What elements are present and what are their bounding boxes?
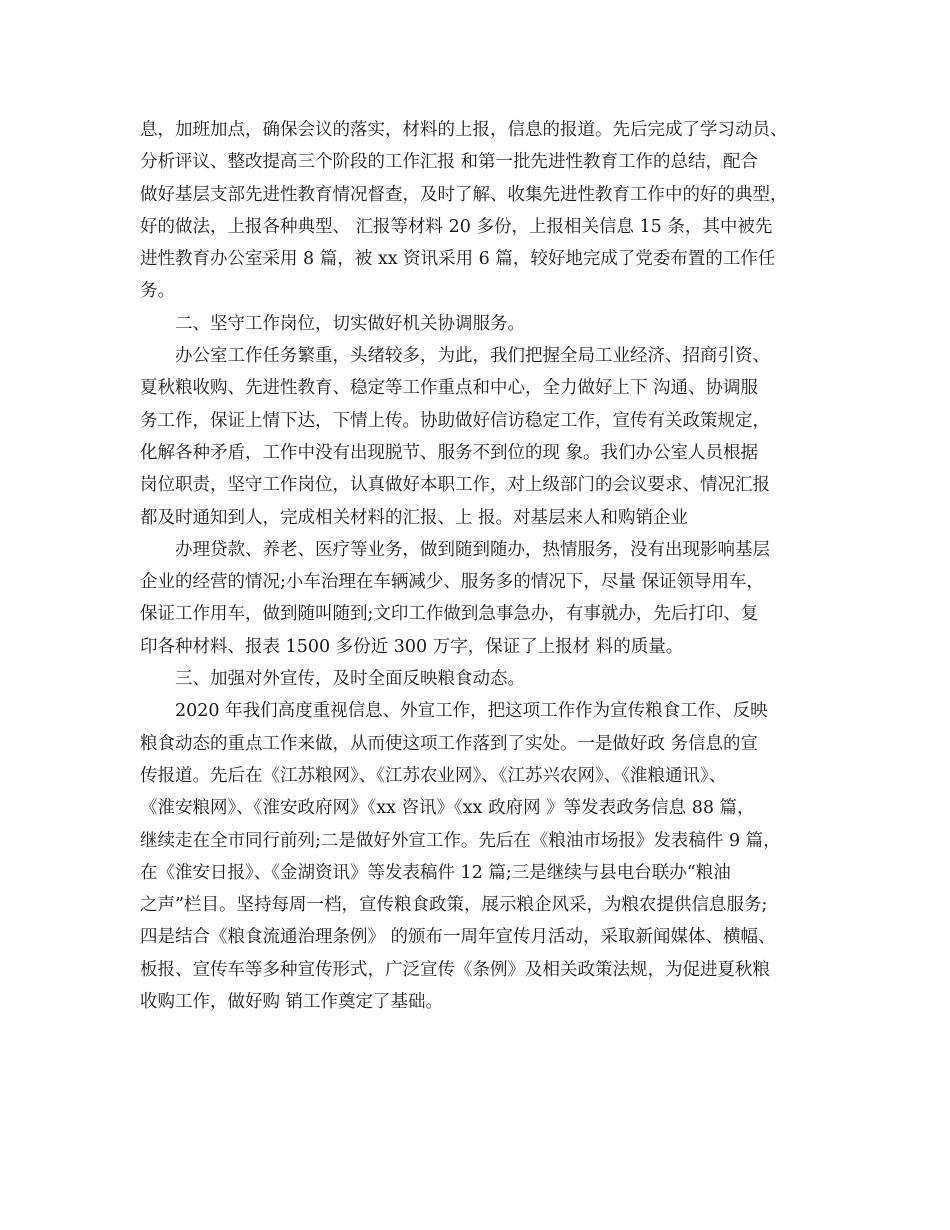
text-line: 办理贷款、养老、医疗等业务，做到随到随办，热情服务，没有出现影响基层 xyxy=(175,539,770,560)
text-line: 保证工作用车，做到随叫随到;文印工作做到急事急办，有事就办，先后打印、复 xyxy=(140,604,759,625)
paragraph-4 xyxy=(140,695,820,1018)
text-line: 化解各种矛盾，工作中没有出现脱节、服务不到位的现 象。我们办公室人员根据 xyxy=(140,442,759,463)
text-line: 息，加班加点，确保会议的落实，材料的上报，信息的报道。先后完成了学习动员、 xyxy=(140,120,788,140)
text-line: 继续走在全市同行前列;二是做好外宣工作。先后在《粮油市场报》发表稿件 9 篇， xyxy=(140,830,781,851)
text-line: 务。 xyxy=(140,281,175,302)
text-line: 印各种材料、报表 1500 多份近 300 万字，保证了上报材 料的质量。 xyxy=(140,636,684,657)
text-line: 岗位职责，坚守工作岗位，认真做好本职工作，对上级部门的会议要求、情况汇报 xyxy=(140,475,770,496)
text-line: 夏秋粮收购、先进性教育、稳定等工作重点和中心，全力做好上下 沟通、协调服 xyxy=(140,378,759,399)
text-line: 做好基层支部先进性教育情况督查，及时了解、收集先进性教育工作中的好的典型， xyxy=(140,184,788,205)
text-line: 在《淮安日报》、《金湖资讯》等发表稿件 12 篇;三是继续与县电台联办“粮油 xyxy=(140,862,731,883)
text-line: 传报道。先后在《江苏粮网》、《江苏农业网》、《江苏兴农网》、《淮粮通讯》、 xyxy=(140,765,727,786)
text-line: 企业的经营的情况;小车治理在车辆减少、服务多的情况下，尽量 保证领导用车， xyxy=(140,572,764,593)
section-heading-3: 三、加强对外宣传，及时全面反映粮食动态。 xyxy=(175,669,525,690)
paragraph-3 xyxy=(140,534,820,663)
paragraph-1 xyxy=(140,114,820,308)
text-line: 办公室工作任务繁重，头绪较多，为此，我们把握全局工业经济、招商引资、 xyxy=(175,346,770,367)
text-line: 都及时通知到人，完成相关材料的汇报、上 报。对基层来人和购销企业 xyxy=(140,507,689,528)
text-line: 收购工作，做好购 销工作奠定了基础。 xyxy=(140,992,444,1013)
text-line: 好的做法，上报各种典型、 汇报等材料 20 多份，上报相关信息 15 条，其中被先 xyxy=(140,216,773,237)
text-line: 务工作，保证上情下达，下情上传。协助做好信访稳定工作，宣传有关政策规定， xyxy=(140,410,770,431)
text-line: 2020 年我们高度重视信息、外宣工作，把这项工作作为宣传粮食工作、反映 xyxy=(175,701,768,722)
text-line: 板报、宣传车等多种宣传形式，广泛宣传《条例》及相关政策法规，为促进夏秋粮 xyxy=(140,959,770,980)
document-body xyxy=(140,114,820,1018)
paragraph-2 xyxy=(140,340,820,534)
text-line: 之声”栏目。坚持每周一档，宣传粮食政策，展示粮企风采，为粮农提供信息服务; xyxy=(140,895,768,916)
text-line: 粮食动态的重点工作来做，从而使这项工作落到了实处。一是做好政 务信息的宣 xyxy=(140,733,759,754)
text-line: 进性教育办公室采用 8 篇，被 xx 资讯采用 6 篇，较好地完成了党委布置的工作任 xyxy=(140,249,776,270)
text-line: 四是结合《粮食流通治理条例》 的颁布一周年宣传月活动，采取新闻媒体、横幅、 xyxy=(140,927,776,948)
section-heading-2: 二、坚守工作岗位，切实做好机关协调服务。 xyxy=(175,313,525,334)
text-line: 分析评议、整改提高三个阶段的工作汇报 和第一批先进性教育工作的总结，配合 xyxy=(140,152,759,173)
text-line: 《淮安粮网》、《淮安政府网》《xx 咨讯》《xx 政府网 》等发表政务信息 88 篇， xyxy=(140,798,755,819)
